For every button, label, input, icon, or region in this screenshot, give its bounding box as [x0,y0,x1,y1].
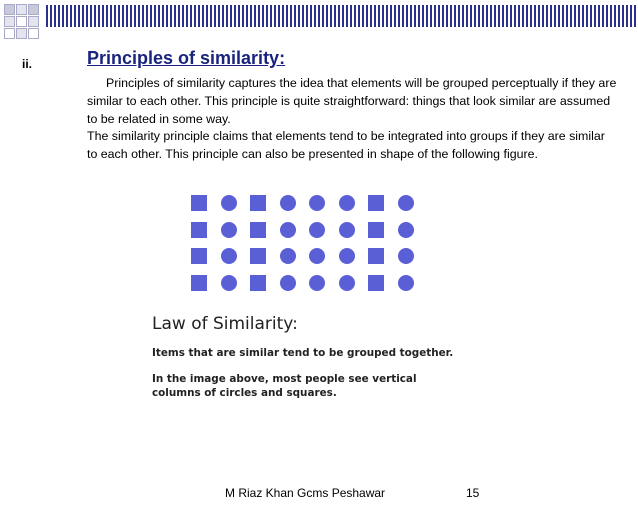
circle-shape [309,222,325,238]
circle-shape [398,275,414,291]
circle-shape [309,248,325,264]
header-band [0,0,638,46]
square-shape [191,195,207,211]
square-shape [191,248,207,264]
circle-shape [280,248,296,264]
footer-author: M Riaz Khan Gcms Peshawar [225,486,386,500]
figure-title: Law of Similarity: [152,314,298,334]
circle-shape [398,248,414,264]
item-number: ii. [22,57,33,71]
body-text [87,75,617,164]
circle-shape [339,275,355,291]
circle-shape [280,195,296,211]
square-shape [250,275,266,291]
header-stripes [46,5,638,27]
figure-line-3: columns of circles and squares. [152,387,337,399]
page-number: 15 [466,486,480,500]
square-shape [368,275,384,291]
square-shape [250,195,266,211]
circle-shape [221,222,237,238]
header-square [4,16,15,27]
circle-shape [339,248,355,264]
square-shape [368,248,384,264]
header-square [4,4,15,15]
circle-shape [309,275,325,291]
square-shape [250,222,266,238]
figure-line-1: Items that are similar tend to be grouped together. [152,347,454,359]
circle-shape [221,275,237,291]
square-shape [250,248,266,264]
circle-shape [221,248,237,264]
header-square [28,4,39,15]
circle-shape [280,275,296,291]
circle-shape [221,195,237,211]
header-square [4,28,15,39]
figure-line-2: In the image above, most people see vertical [152,373,417,385]
header-square [28,16,39,27]
circle-shape [309,195,325,211]
square-shape [368,222,384,238]
header-square [16,16,27,27]
circle-shape [339,222,355,238]
circle-shape [398,222,414,238]
slide-heading: Principles of similarity: [87,48,286,68]
circle-shape [339,195,355,211]
square-shape [191,222,207,238]
circle-shape [398,195,414,211]
paragraph-1: Principles of similarity captures the idea that elements will be grouped perceptually if they are similar to each other. This principle is quite straightforward: things that look similar are assumed to be related in some way. [87,76,617,126]
paragraph-2: The similarity principle claims that elements tend to be integrated into groups if they are similar to each other. This principle can also be presented in shape of the following figure. [87,129,605,162]
header-square [16,4,27,15]
header-square [16,28,27,39]
square-shape [368,195,384,211]
circle-shape [280,222,296,238]
header-square [28,28,39,39]
square-shape [191,275,207,291]
